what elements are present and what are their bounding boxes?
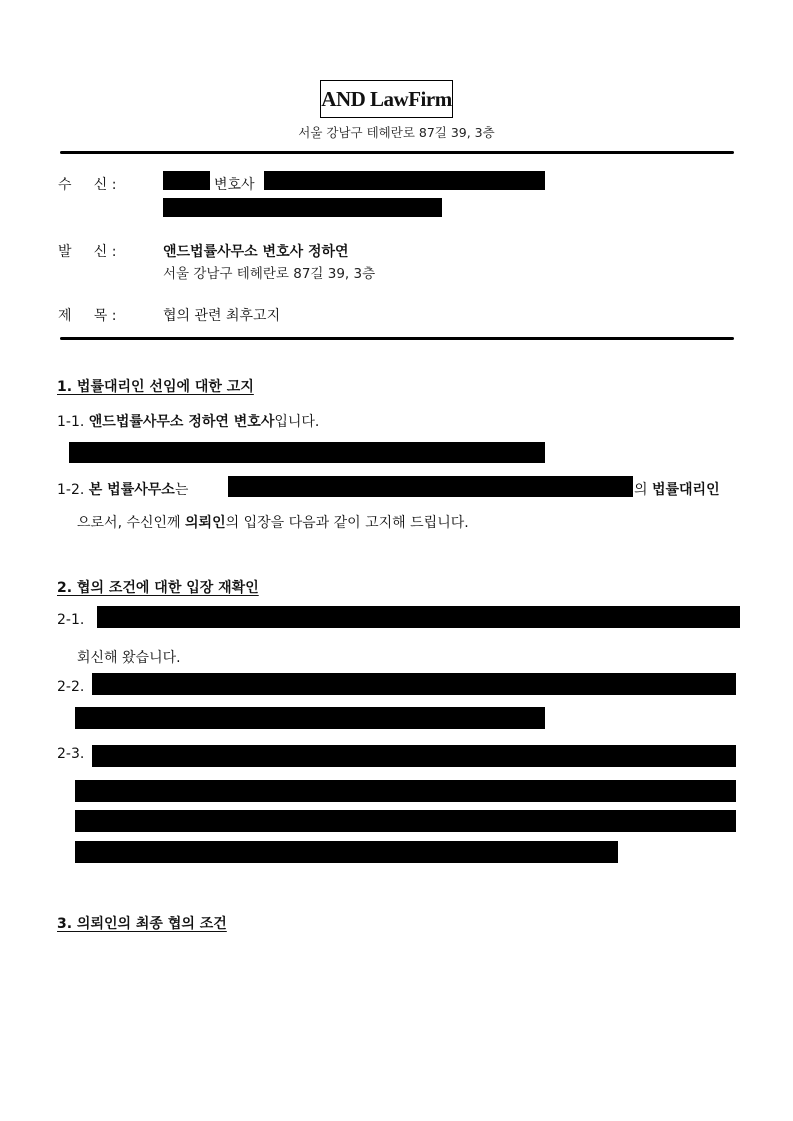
redacted-line [97,606,740,628]
firm-reference: 본 법률사무소 [88,482,175,498]
item-text: 는 [174,482,189,498]
redacted-line [75,841,618,863]
redacted-line [75,810,736,832]
item-1-2-line2 [77,512,469,532]
item-2-2-number: 2-2. [57,679,85,695]
from-address: 서울 강남구 테헤란로 87길 39, 3층 [163,266,376,282]
section1-heading: 1. 법률대리인 선임에 대한 고지 [57,379,254,395]
item-1-2-start [57,479,188,499]
subject-text: 협의 관련 최후고지 [163,308,281,324]
section2-heading: 2. 협의 조건에 대한 입장 재확인 [57,580,259,596]
subject-label: 제 목 : [58,308,117,324]
item-1-1 [57,411,319,431]
legal-representative-term: 법률대리인 [651,482,720,498]
item-1-2-end [634,479,720,499]
item-text: 입니다. [274,414,320,430]
redacted-recipient-detail [264,171,545,190]
redacted-line [69,442,545,463]
item-text: 으로서, 수신인께 [77,515,186,531]
redacted-line [92,745,736,767]
to-title: 변호사 [214,177,255,193]
item-2-1-line2: 회신해 왔습니다. [77,650,181,666]
item-text: 의 [634,482,648,498]
letterhead-address: 서울 강남구 테헤란로 87길 39, 3층 [298,125,495,140]
item-text: 의 입장을 다음과 같이 고지해 드립니다. [225,515,469,531]
redacted-line [75,707,545,729]
redacted-line [75,780,736,802]
firm-logo: AND LawFirm [320,80,453,118]
item-number: 1-2. [57,482,85,498]
redacted-recipient-name [163,171,210,190]
top-rule [60,151,734,154]
redacted-recipient-address [163,198,442,217]
section3-heading: 3. 의뢰인의 최종 협의 조건 [57,916,227,932]
item-2-3-number: 2-3. [57,746,85,762]
item-2-1-number: 2-1. [57,612,85,628]
redacted-client-name [228,476,633,497]
from-label: 발 신 : [58,244,117,260]
firm-lawyer-name: 앤드법률사무소 정하연 변호사 [88,414,275,430]
from-name: 앤드법률사무소 변호사 정하연 [163,244,349,260]
redacted-line [92,673,736,695]
item-number: 1-1. [57,414,85,430]
to-label: 수 신 : [58,177,117,193]
header-bottom-rule [60,337,734,340]
client-term: 의뢰인 [185,515,226,531]
